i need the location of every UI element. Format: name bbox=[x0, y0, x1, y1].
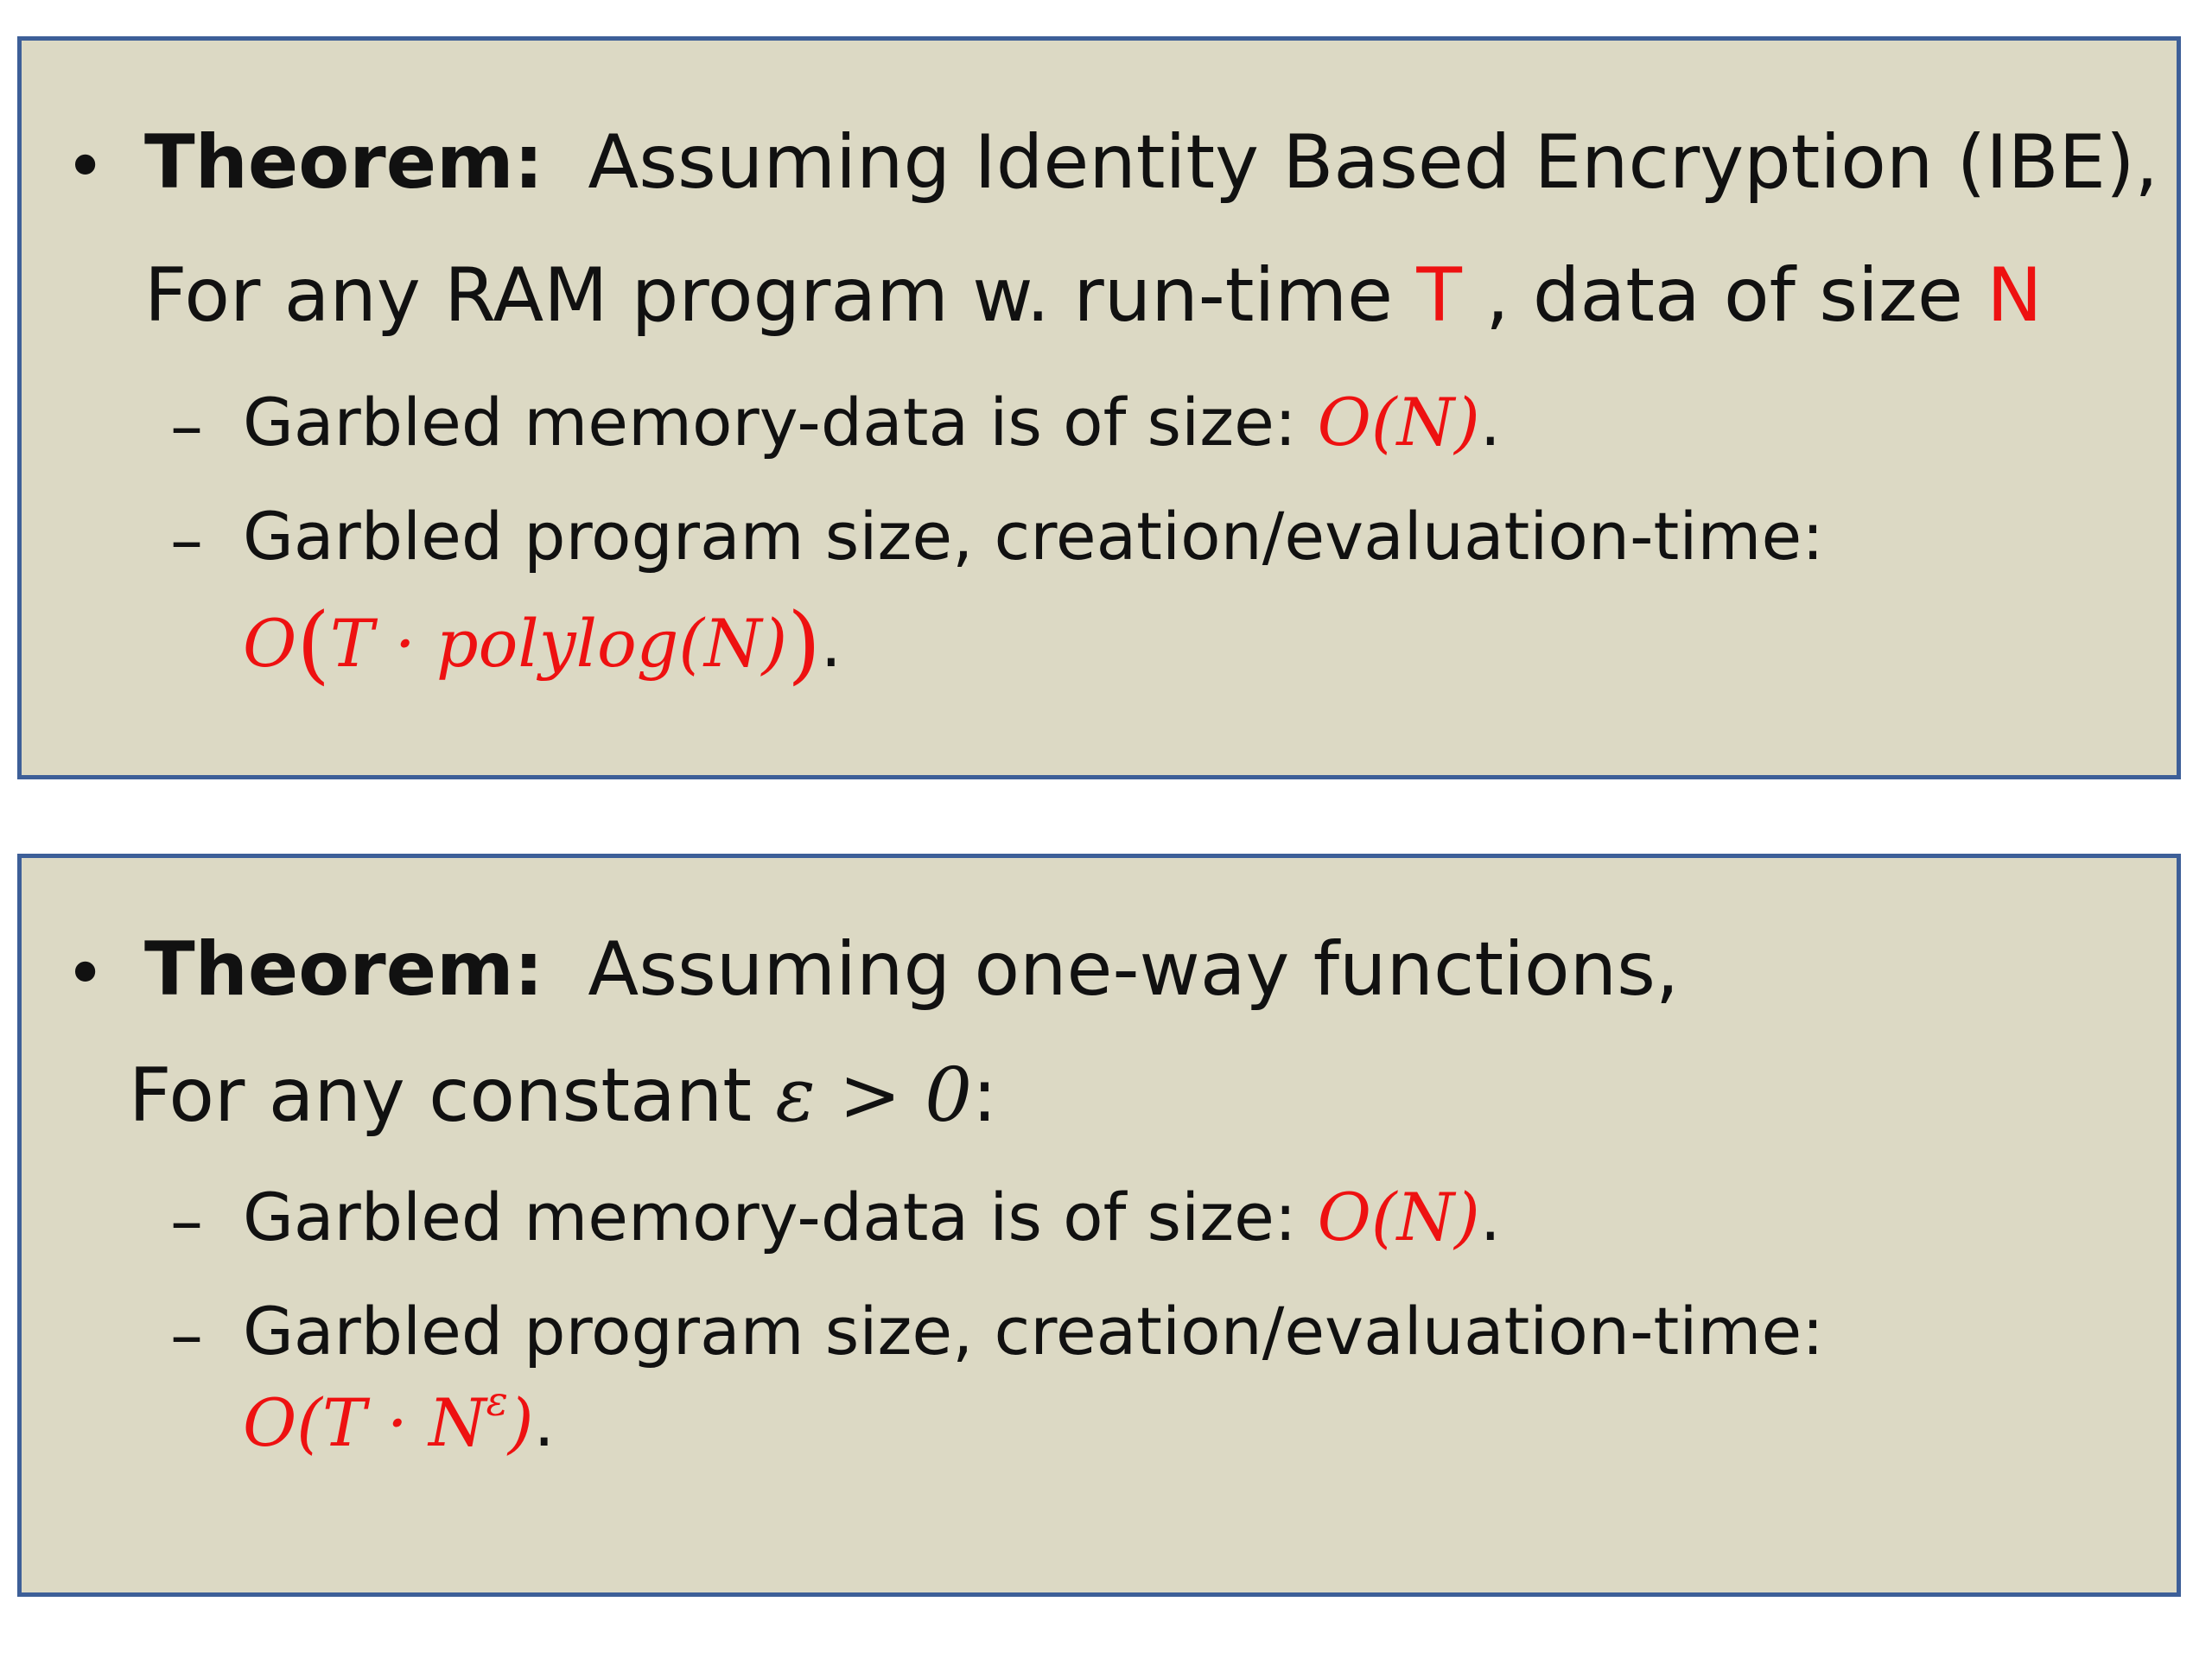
theorem1-sub2-math-b: T · polylog(N) bbox=[329, 605, 788, 683]
theorem-box-ibe bbox=[17, 36, 2181, 779]
theorem2-line2 bbox=[129, 1052, 997, 1139]
dash-1b: – bbox=[170, 501, 203, 578]
dash-1a: – bbox=[170, 387, 203, 464]
theorem2-epsilon-exponent: ε bbox=[486, 1377, 508, 1426]
theorem1-line2-text-a: For any RAM program w. run-time bbox=[144, 252, 1417, 339]
theorem1-sub1-period: . bbox=[1479, 384, 1501, 461]
theorem1-close-paren: ) bbox=[787, 594, 821, 694]
dash-2b: – bbox=[170, 1296, 203, 1373]
theorem1-label: Theorem: bbox=[144, 119, 544, 206]
theorem1-sub1 bbox=[243, 384, 1501, 461]
theorem1-sub2-period: . bbox=[820, 605, 842, 683]
theorem1-sub2-math-a: O bbox=[243, 605, 297, 683]
theorem2-sub1-period: . bbox=[1479, 1179, 1501, 1255]
theorem1-runtime-T: T bbox=[1416, 252, 1462, 339]
theorem2-sub2-period: . bbox=[533, 1384, 555, 1461]
theorem1-sub1-text: Garbled memory-data is of size: bbox=[243, 384, 1318, 461]
theorem2-assumption: Assuming one-way functions, bbox=[588, 926, 1680, 1013]
theorem2-sub2: Garbled program size, creation/evaluation-time: bbox=[243, 1293, 1824, 1370]
theorem1-line1 bbox=[144, 119, 2158, 206]
theorem2-line2-colon: : bbox=[971, 1052, 997, 1139]
theorem2-epsilon-condition: ε > 0 bbox=[775, 1052, 972, 1139]
theorem1-line2-text-b: , data of size bbox=[1461, 252, 1987, 339]
theorem-box-owf bbox=[17, 854, 2181, 1597]
theorem2-sub2-math-a: O(T · N bbox=[243, 1384, 486, 1461]
theorem2-line1 bbox=[144, 926, 1680, 1013]
theorem1-size-N: N bbox=[1986, 252, 2043, 339]
bullet-2: • bbox=[65, 933, 106, 1014]
theorem2-sub1 bbox=[243, 1179, 1501, 1255]
theorem2-sub1-math: O(N) bbox=[1317, 1179, 1480, 1255]
theorem1-line2 bbox=[144, 252, 2043, 339]
theorem1-open-paren: ( bbox=[296, 594, 330, 694]
theorem1-sub2: Garbled program size, creation/evaluation-time: bbox=[243, 498, 1824, 575]
theorem2-sub2-formula bbox=[243, 1377, 555, 1461]
theorem1-assumption: Assuming Identity Based Encryption (IBE), bbox=[588, 119, 2158, 206]
theorem1-sub2-formula bbox=[243, 594, 842, 694]
theorem1-sub1-math: O(N) bbox=[1317, 384, 1480, 461]
theorem2-label: Theorem: bbox=[144, 926, 544, 1013]
theorem2-sub2-math-c: ) bbox=[507, 1384, 534, 1461]
theorem2-line2-text-a: For any constant bbox=[129, 1052, 776, 1139]
theorem2-sub1-text: Garbled memory-data is of size: bbox=[243, 1179, 1318, 1255]
dash-2a: – bbox=[170, 1182, 203, 1259]
bullet-1: • bbox=[65, 126, 106, 207]
